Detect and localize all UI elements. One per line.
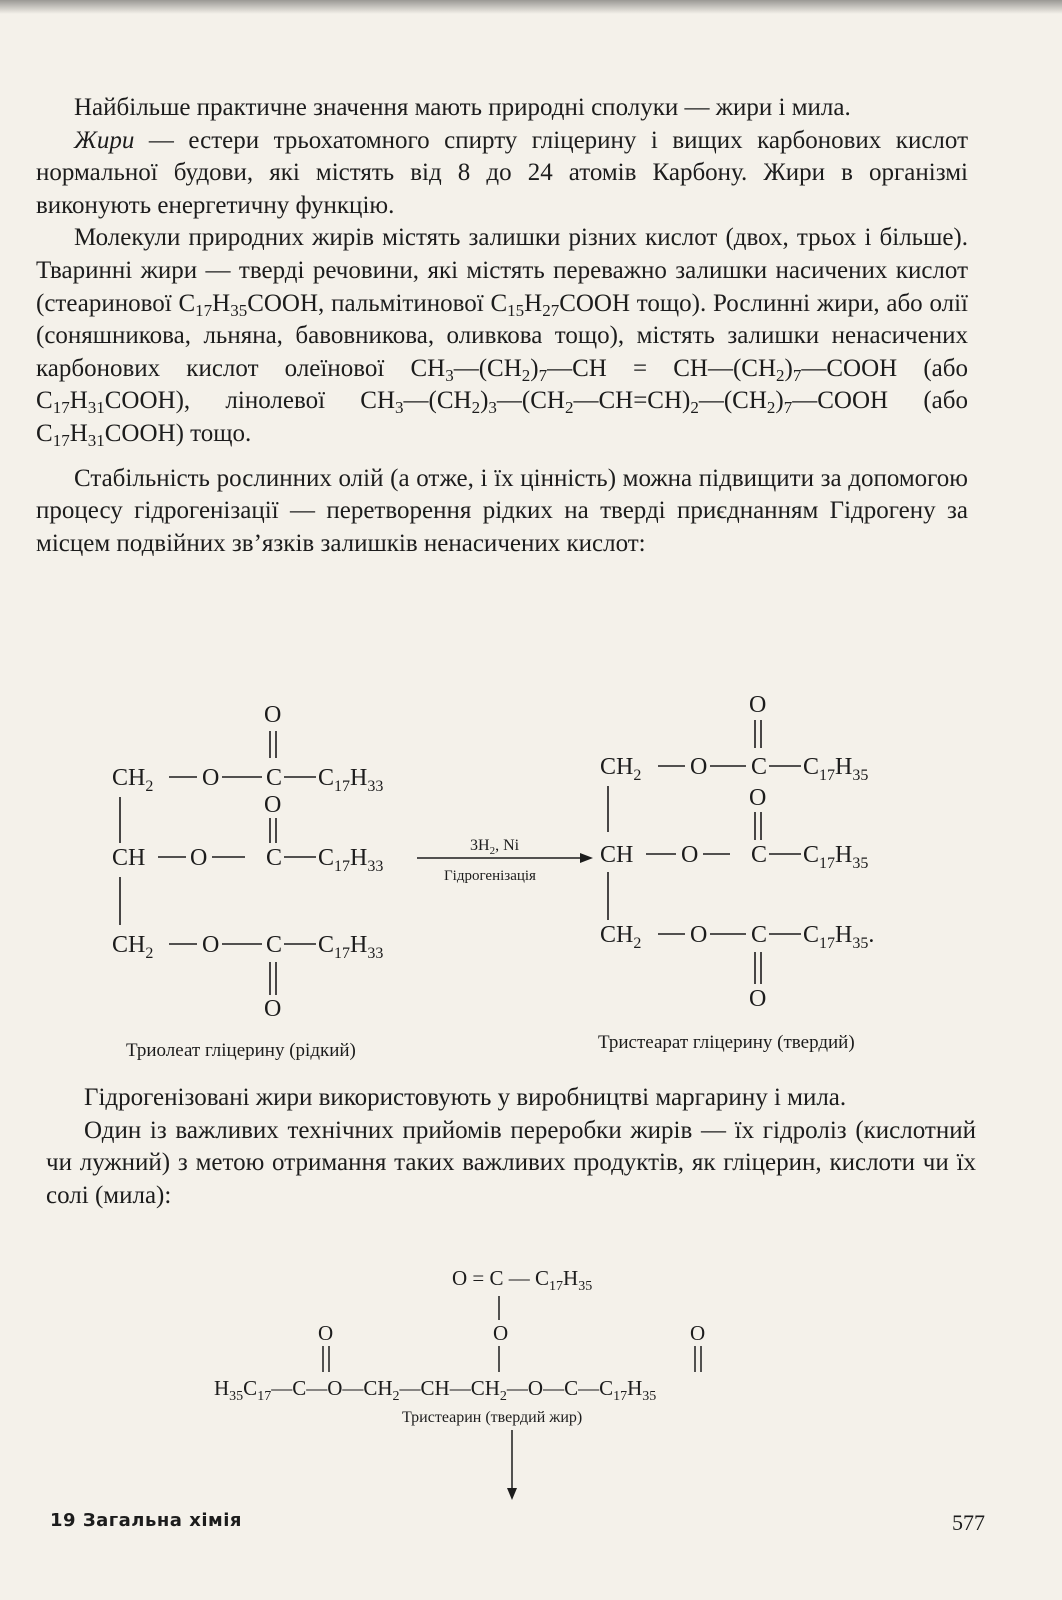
atom-ch: CH	[600, 842, 634, 868]
text-segment: тощо). Рослинні жири, або олії (соняшникова, льняна, бавовникова, оливкова тощо), містять залишки ненасичених карбонових кислот олеїнової	[36, 289, 968, 382]
atom-ch2: $CH_2$	[600, 922, 642, 952]
text-segment: ) тощо.	[175, 419, 252, 447]
text-segment: (або	[888, 387, 968, 415]
atom-c: C	[266, 845, 283, 871]
atom-ch2: $CH_2$	[112, 932, 154, 962]
term-fats: Жири	[74, 126, 135, 154]
caption-tristearin: Тристеарат гліцерину (твердий)	[598, 1032, 855, 1053]
caption-triolein: Триолеат гліцерину (рідкий)	[126, 1040, 356, 1061]
atom-o: O	[749, 986, 767, 1012]
paragraph-hydrolysis: Один із важливих технічних прийомів переробки жирів — їх гідроліз (кислотний чи лужний) з метою отримання таких важливих продуктів, як гліцерин, кислоти чи їх солі (мила):	[46, 1116, 976, 1209]
paragraph-hydrogenation: Стабільність рослинних олій (а отже, і їх цінність) можна підвищити за допомогою процесу гідрогенізації — перетворення рідких на тверді приєднанням Гідрогену за місцем подвійних зв’язків залишків ненасичених кислот:	[36, 464, 968, 557]
arrow-process-label: Гідрогенізація	[444, 868, 536, 884]
atom-ch2: $CH_2$	[600, 754, 642, 784]
formula-linoleic-short: $C_{17}H_{31}COOH$	[36, 419, 176, 450]
atom-o: O	[202, 932, 220, 958]
atom-ch2: $CH_2$	[112, 765, 154, 795]
atom-o: O	[493, 1321, 509, 1345]
formula-oleic-short: $C_{17}H_{31}COOH$	[36, 387, 176, 418]
atom-o: O	[264, 996, 282, 1022]
text-segment: (або	[897, 354, 968, 382]
atom-o: O	[190, 845, 208, 871]
text-segment: , пальмітинової	[318, 289, 491, 317]
atom-o: O	[749, 692, 767, 718]
formula-oleic: $CH_3—(CH_2)_7—CH$ = $CH—(CH_2)_7—COOH$	[410, 354, 898, 385]
text-segment: Молекули природних жирів містять залишки різних кислот (двох, трьох і більше). Тваринні жири — тверді речовини, які містять переважно залишки насичених кислот (стеаринової	[36, 224, 968, 317]
atom-o: O	[202, 765, 220, 791]
atom-c: C	[751, 754, 768, 780]
group-c17h35: $C_{17}H_{35}$	[803, 842, 869, 872]
group-c17h33: $C_{17}H_{33}$	[318, 765, 384, 795]
down-arrowhead	[507, 1488, 517, 1500]
footer-chapter: 19 Загальна хімія	[50, 1510, 242, 1531]
atom-o: O	[264, 792, 282, 818]
tristearin-formula	[214, 1266, 705, 1426]
atom-o: O	[690, 1321, 706, 1345]
group-c17h33: $C_{17}H_{33}$	[318, 845, 384, 875]
formula-stearic: $C_{17}H_{35}COOH$	[178, 289, 319, 320]
top-ester-group: O = C — $C_{17}H_{35}$	[452, 1266, 593, 1294]
group-c17h33: $C_{17}H_{33}$	[318, 932, 384, 962]
atom-c: C	[266, 765, 283, 791]
atom-c: C	[266, 932, 283, 958]
paragraph-margarine: Гідрогенізовані жири використовують у виробництві маргарину і мила.	[84, 1084, 847, 1111]
group-c17h35: $C_{17}H_{35}$	[803, 754, 869, 784]
atom-o: O	[264, 702, 282, 728]
paragraph-intro: Найбільше практичне значення мають природні сполуки — жири і мила.	[74, 94, 851, 121]
formula-linoleic: $CH_3—(CH_2)_3—(CH_2—CH=CH)_2—(CH_2)_7—COOH$	[360, 387, 889, 418]
left-ester-group: $H_{35}C_{17}—C—O—CH_2—CH—CH_2—O—C—C_{17}H_{35}$	[214, 1376, 657, 1404]
atom-c: C	[751, 922, 768, 948]
atom-o: O	[749, 785, 767, 811]
atom-o: O	[690, 922, 708, 948]
group-c17h35: $C_{17}H_{35}$.	[803, 922, 875, 952]
atom-o: O	[318, 1321, 334, 1345]
atom-c: C	[751, 842, 768, 868]
atom-ch: CH	[112, 845, 146, 871]
atom-o: O	[690, 754, 708, 780]
arrow-reagent: $3H_2$, Ni	[470, 837, 520, 857]
page-number: 577	[952, 1510, 985, 1535]
fats-definition-text: — естери трьохатомного спирту гліцерину і вищих карбонових кислот нормальної будови, які містять від 8 до 24 атомів Карбону. Жири в організмі виконують енергетичну функцію.	[36, 126, 968, 219]
atom-o: O	[681, 842, 699, 868]
text-segment: ), лінолевої	[175, 387, 361, 415]
formula-palmitic: $C_{15}H_{27}COOH$	[490, 289, 631, 320]
caption-tristearin-solid: Тристеарин (твердий жир)	[402, 1409, 583, 1426]
